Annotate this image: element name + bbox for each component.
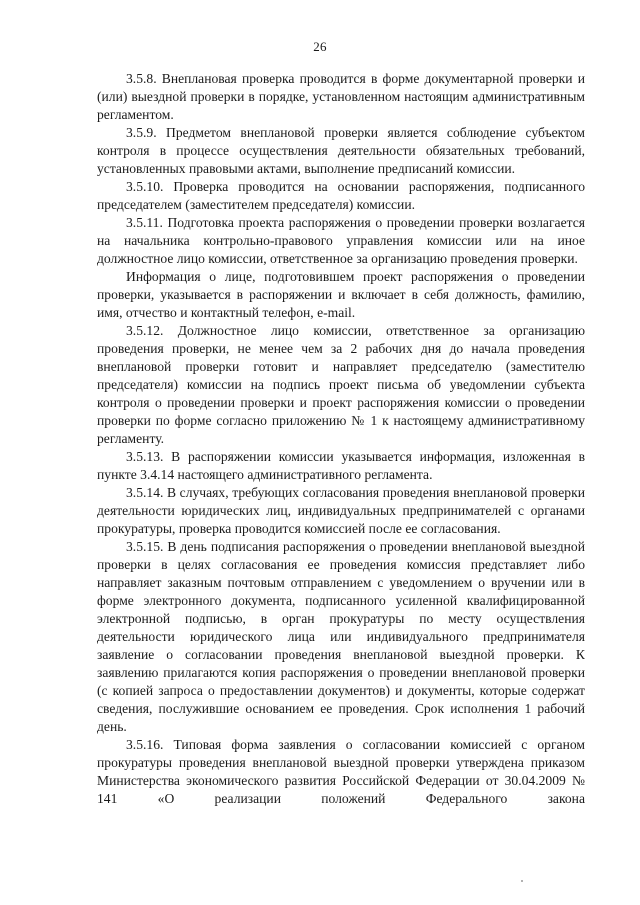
paragraph-3-5-15: 3.5.15. В день подписания распоряжения о проведении внеплановой выездной проверки в целях согласования ее проведения комиссия представляет либо направляет заказным почтовым отправлением с уведомлением о вручении или в форме электронного документа, подписанного усиленной квалифицированной электронной подписью, в орган прокуратуры по месту осуществления деятельности юридического лица или индивидуального предпринимателя заявление о согласовании проведения внеплановой выездной проверки. К заявлению прилагаются копия распоряжения о проведении внеплановой проверки (с копией запроса о предоставлении документов) и документы, которые содержат сведения, послужившие основанием ее проведения. Срок исполнения 1 рабочий день. bbox=[97, 539, 585, 734]
scan-speck bbox=[521, 880, 523, 882]
paragraph-3-5-8: 3.5.8. Внеплановая проверка проводится в форме документарной проверки и (или) выездной проверки в порядке, установленном настоящим административным регламентом. bbox=[97, 71, 585, 122]
document-body bbox=[97, 70, 585, 808]
paragraph-3-5-13: 3.5.13. В распоряжении комиссии указывается информация, изложенная в пункте 3.4.14 настоящего административного регламента. bbox=[97, 449, 585, 482]
paragraph-3-5-14: 3.5.14. В случаях, требующих согласования проведения внеплановой проверки деятельности юридических лиц, индивидуальных предпринимателей с органами прокуратуры, проверка проводится комиссией после ее согласования. bbox=[97, 485, 585, 536]
paragraph-3-5-16: 3.5.16. Типовая форма заявления о согласовании комиссией с органом прокуратуры проведения внеплановой выездной проверки утверждена приказом Министерства экономического развития Российской Федерации от 30.04.2009 № 141 «О реализации положений Федерального закона bbox=[97, 737, 585, 806]
paragraph-3-5-9: 3.5.9. Предметом внеплановой проверки является соблюдение субъектом контроля в процессе осуществления деятельности обязательных требований, установленных правовыми актами, выполнение предписаний комиссии. bbox=[97, 125, 585, 176]
paragraph-3-5-11-info: Информация о лице, подготовившем проект распоряжения о проведении проверки, указывается в распоряжении и включает в себя должность, фамилию, имя, отчество и контактный телефон, e-mail. bbox=[97, 269, 585, 320]
paragraph-3-5-10: 3.5.10. Проверка проводится на основании распоряжения, подписанного председателем (заместителем председателя) комиссии. bbox=[97, 179, 585, 212]
paragraph-3-5-12: 3.5.12. Должностное лицо комиссии, ответственное за организацию проведения проверки, не менее чем за 2 рабочих дня до начала проведения внеплановой проверки готовит и направляет председателю (заместителю председателя) комиссии на подпись проект письма об уведомлении субъекта контроля о проведении проверки и проект распоряжения комиссии о проведении проверки по форме согласно приложению № 1 к настоящему административному регламенту. bbox=[97, 323, 585, 446]
paragraph-3-5-11: 3.5.11. Подготовка проекта распоряжения о проведении проверки возлагается на начальника контрольно-правового управления комиссии или на иное должностное лицо комиссии, ответственное за организацию проведения проверки. bbox=[97, 215, 585, 266]
page-number: 26 bbox=[313, 39, 327, 54]
